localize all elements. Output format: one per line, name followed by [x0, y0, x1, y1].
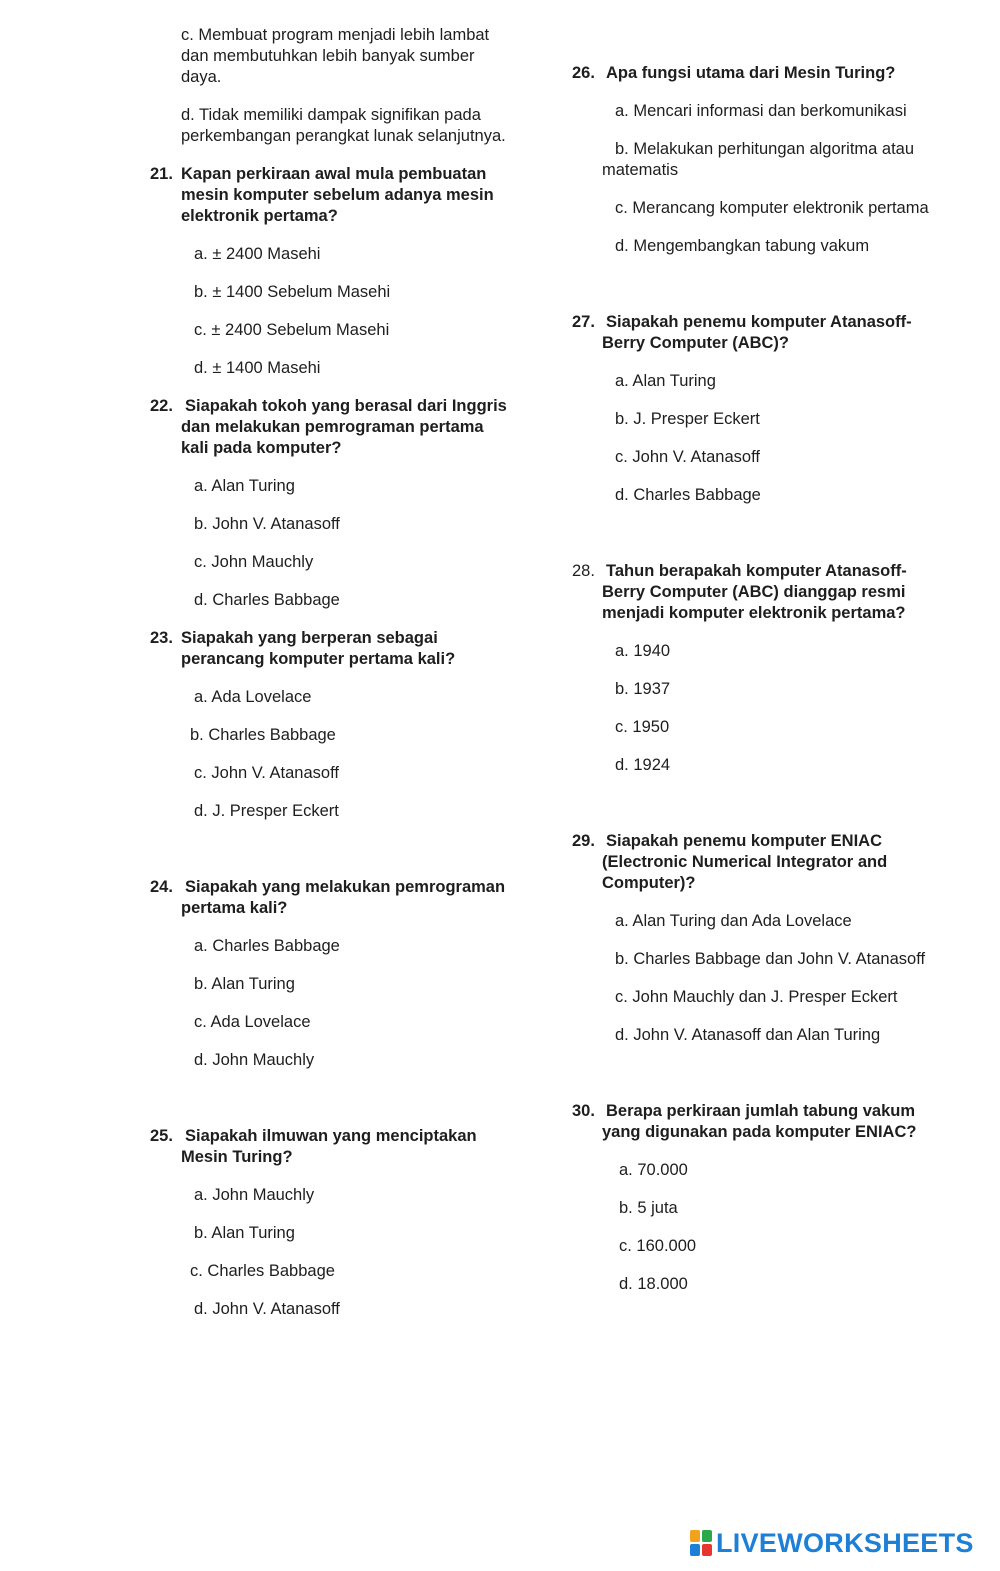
- question-22-number: 22.: [150, 397, 173, 415]
- question-25-option-b[interactable]: b. Alan Turing: [194, 1224, 295, 1242]
- question-26-option-a[interactable]: a. Mencari informasi dan berkomunikasi: [615, 102, 907, 120]
- question-21-option-b[interactable]: b. ± 1400 Sebelum Masehi: [194, 283, 391, 301]
- question-30-option-b[interactable]: b. 5 juta: [619, 1199, 678, 1217]
- question-22-text-line2: dan melakukan pemrograman pertama: [181, 418, 484, 436]
- question-27-option-b[interactable]: b. J. Presper Eckert: [615, 410, 760, 428]
- question-23-text-line1: Siapakah yang berperan sebagai: [181, 629, 438, 647]
- question-22-option-a[interactable]: a. Alan Turing: [194, 477, 295, 495]
- question-26-option-d[interactable]: d. Mengembangkan tabung vakum: [615, 237, 870, 255]
- question-26-number: 26.: [572, 64, 595, 82]
- question-23-option-d[interactable]: d. J. Presper Eckert: [194, 802, 339, 820]
- question-28-option-a[interactable]: a. 1940: [615, 642, 671, 660]
- question-30-option-c[interactable]: c. 160.000: [619, 1237, 697, 1255]
- question-29-text-line1: Siapakah penemu komputer ENIAC: [606, 832, 882, 850]
- question-22-text-line3: kali pada komputer?: [181, 439, 342, 457]
- question-27-text-line2: Berry Computer (ABC)?: [602, 334, 790, 352]
- question-30-option-d[interactable]: d. 18.000: [619, 1275, 688, 1293]
- question-21-text-line2: mesin komputer sebelum adanya mesin: [181, 186, 494, 204]
- prev-option-c-line2[interactable]: dan membutuhkan lebih banyak sumber: [181, 47, 475, 65]
- question-30-option-a[interactable]: a. 70.000: [619, 1161, 688, 1179]
- question-21-option-d[interactable]: d. ± 1400 Masehi: [194, 359, 321, 377]
- question-23-number: 23.: [150, 629, 173, 647]
- liveworksheets-logo-icon: [690, 1530, 712, 1556]
- prev-option-d-line2[interactable]: perkembangan perangkat lunak selanjutnya.: [181, 127, 506, 145]
- question-28-option-c[interactable]: c. 1950: [615, 718, 670, 736]
- question-25-option-c[interactable]: c. Charles Babbage: [190, 1262, 335, 1280]
- question-27-option-d[interactable]: d. Charles Babbage: [615, 486, 761, 504]
- question-25-option-a[interactable]: a. John Mauchly: [194, 1186, 315, 1204]
- question-24-number: 24.: [150, 878, 173, 896]
- question-25-option-d[interactable]: d. John V. Atanasoff: [194, 1300, 340, 1318]
- question-24-option-a[interactable]: a. Charles Babbage: [194, 937, 340, 955]
- question-29-option-a[interactable]: a. Alan Turing dan Ada Lovelace: [615, 912, 852, 930]
- question-27-number: 27.: [572, 313, 595, 331]
- liveworksheets-logo[interactable]: [690, 1527, 974, 1559]
- question-29-text-line2: (Electronic Numerical Integrator and: [602, 853, 888, 871]
- question-22-text-line1: Siapakah tokoh yang berasal dari Inggris: [185, 397, 507, 415]
- logo-text: LIVEWORKSHEETS: [716, 1527, 974, 1558]
- question-28-option-d[interactable]: d. 1924: [615, 756, 671, 774]
- question-28-text-line3: menjadi komputer elektronik pertama?: [602, 604, 906, 622]
- question-25-text-line2: Mesin Turing?: [181, 1148, 293, 1166]
- question-26-option-b-line1[interactable]: b. Melakukan perhitungan algoritma atau: [615, 140, 915, 158]
- prev-option-d-line1[interactable]: d. Tidak memiliki dampak signifikan pada: [181, 106, 481, 124]
- question-26-text-line1: Apa fungsi utama dari Mesin Turing?: [606, 64, 896, 82]
- question-28-option-b[interactable]: b. 1937: [615, 680, 671, 698]
- question-30-text-line2: yang digunakan pada komputer ENIAC?: [602, 1123, 917, 1141]
- question-27-option-a[interactable]: a. Alan Turing: [615, 372, 716, 390]
- question-29-option-b[interactable]: b. Charles Babbage dan John V. Atanasoff: [615, 950, 926, 968]
- question-25-number: 25.: [150, 1127, 173, 1145]
- prev-option-c-line3[interactable]: daya.: [181, 68, 222, 86]
- question-29-option-c[interactable]: c. John Mauchly dan J. Presper Eckert: [615, 988, 898, 1006]
- question-22-option-c[interactable]: c. John Mauchly: [194, 553, 314, 571]
- question-26-option-c[interactable]: c. Merancang komputer elektronik pertama: [615, 199, 929, 217]
- question-29-text-line3: Computer)?: [602, 874, 696, 892]
- question-23-text-line2: perancang komputer pertama kali?: [181, 650, 456, 668]
- question-28-text-line2: Berry Computer (ABC) dianggap resmi: [602, 583, 906, 601]
- question-24-text-line2: pertama kali?: [181, 899, 288, 917]
- question-26-option-b-line2[interactable]: matematis: [602, 161, 679, 179]
- question-23-option-b[interactable]: b. Charles Babbage: [190, 726, 336, 744]
- question-21-option-a[interactable]: a. ± 2400 Masehi: [194, 245, 321, 263]
- question-27-text-line1: Siapakah penemu komputer Atanasoff-: [606, 313, 912, 331]
- question-21-number: 21.: [150, 165, 173, 183]
- question-24-option-d[interactable]: d. John Mauchly: [194, 1051, 315, 1069]
- question-22-option-d[interactable]: d. Charles Babbage: [194, 591, 340, 609]
- question-25-text-line1: Siapakah ilmuwan yang menciptakan: [185, 1127, 477, 1145]
- question-22-option-b[interactable]: b. John V. Atanasoff: [194, 515, 340, 533]
- question-24-option-b[interactable]: b. Alan Turing: [194, 975, 295, 993]
- question-28-text-line1: Tahun berapakah komputer Atanasoff-: [606, 562, 907, 580]
- question-21-text-line1: Kapan perkiraan awal mula pembuatan: [181, 165, 487, 183]
- question-23-option-a[interactable]: a. Ada Lovelace: [194, 688, 312, 706]
- question-23-option-c[interactable]: c. John V. Atanasoff: [194, 764, 339, 782]
- question-28-number: 28.: [572, 562, 595, 580]
- question-24-option-c[interactable]: c. Ada Lovelace: [194, 1013, 311, 1031]
- question-30-text-line1: Berapa perkiraan jumlah tabung vakum: [606, 1102, 916, 1120]
- question-21-text-line3: elektronik pertama?: [181, 207, 338, 225]
- question-29-number: 29.: [572, 832, 595, 850]
- question-30-number: 30.: [572, 1102, 595, 1120]
- prev-option-c-line1[interactable]: c. Membuat program menjadi lebih lambat: [181, 26, 490, 44]
- question-27-option-c[interactable]: c. John V. Atanasoff: [615, 448, 760, 466]
- question-21-option-c[interactable]: c. ± 2400 Sebelum Masehi: [194, 321, 390, 339]
- question-24-text-line1: Siapakah yang melakukan pemrograman: [185, 878, 506, 896]
- question-29-option-d[interactable]: d. John V. Atanasoff dan Alan Turing: [615, 1026, 881, 1044]
